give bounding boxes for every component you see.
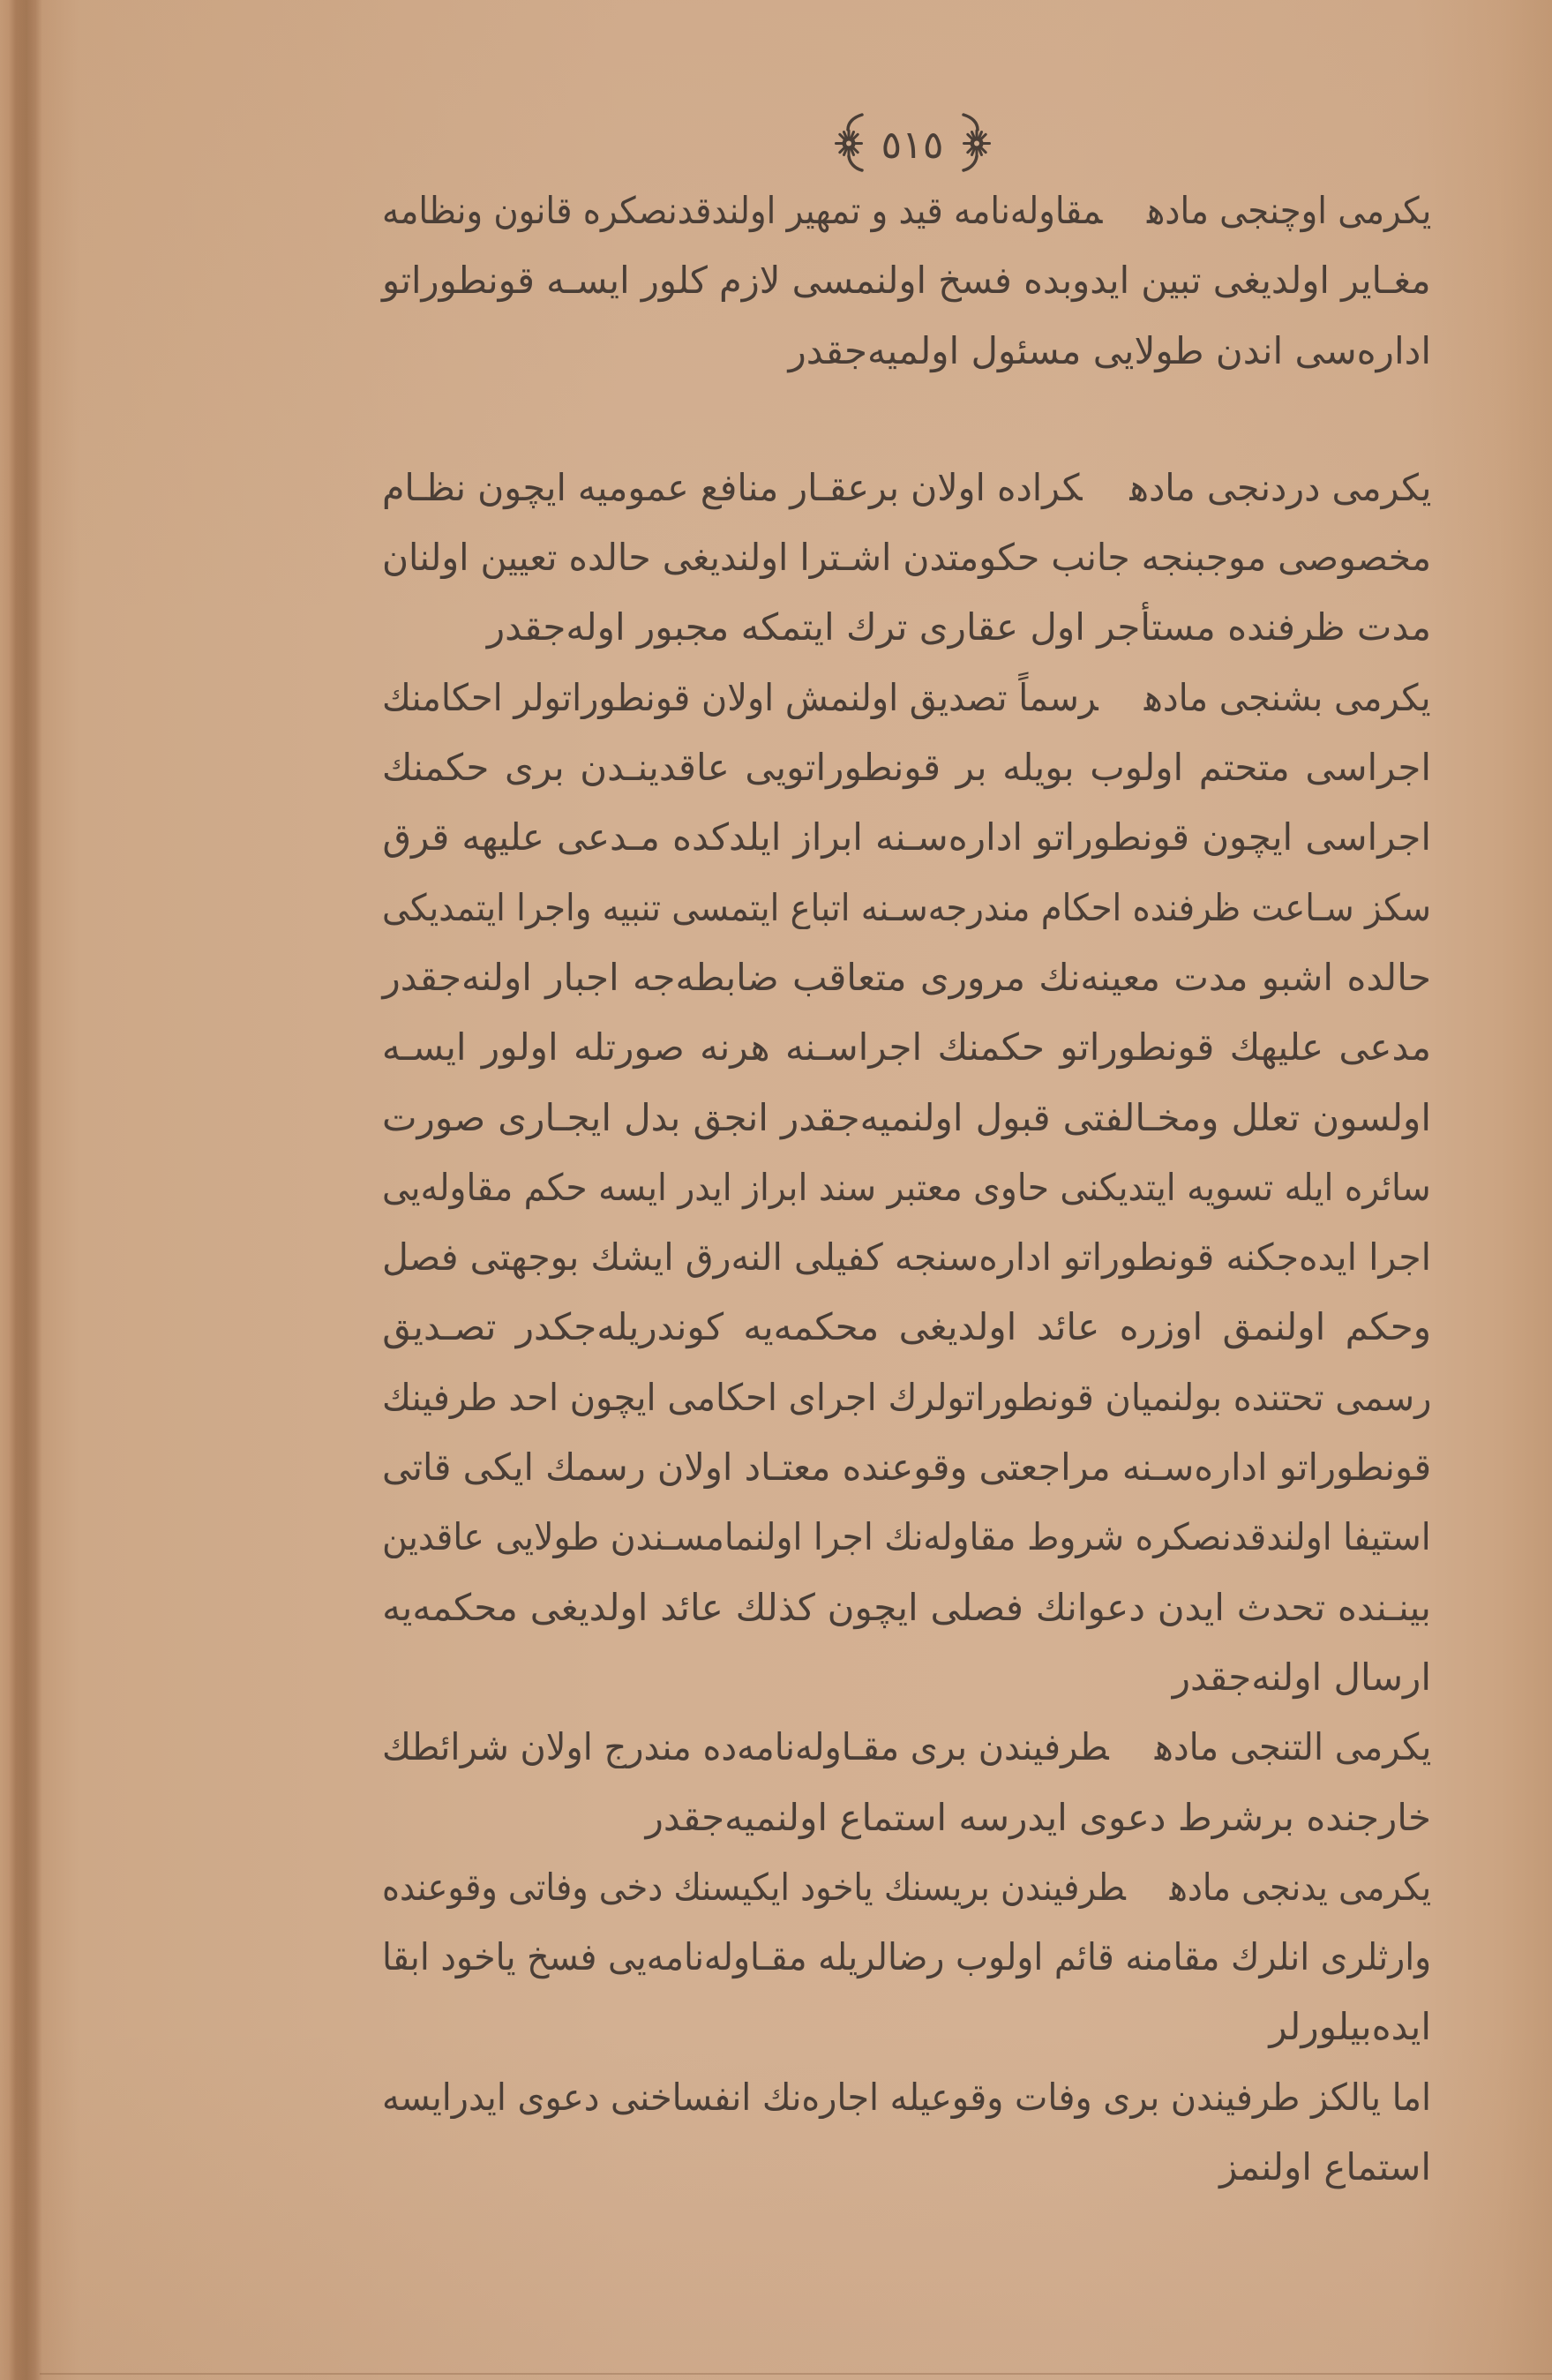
- line-content: [382, 245, 1431, 315]
- text-line: [382, 1222, 1431, 1292]
- page-number: ٥١٥: [881, 123, 944, 168]
- line-content: [382, 453, 1431, 522]
- line-text: قونطوراتو اداره‌سـنه مراجعتی وقوعنده معتـاد اولان رسمك ایکی قاتی: [381, 1445, 1431, 1490]
- text-line: [382, 1432, 1431, 1502]
- text-line: [382, 1852, 1431, 1922]
- article-25: [382, 663, 1431, 1712]
- text-line: [382, 1083, 1431, 1152]
- line-content: [646, 1783, 1431, 1852]
- text-line: [382, 1922, 1431, 1992]
- line-text: سکز سـاعت ظرفنده احکام مندرجه‌سـنه اتباع ایتمسی تنبیه واجرا ایتمدیکی: [382, 885, 1431, 929]
- line-text: رسمی تحتنده بولنمیان قونطوراتولرك اجرای احکامی ایچون احد طرفینك: [381, 1375, 1431, 1419]
- line-text: خارجنده برشرط دعوی ایدرسه استماع اولنمیه‌جقدر: [645, 1795, 1431, 1839]
- text-line: [382, 316, 1431, 386]
- text-line: [382, 2062, 1431, 2132]
- text-line: [382, 245, 1431, 315]
- body-text: [382, 176, 1431, 2202]
- text-line: [382, 663, 1431, 732]
- line-content: [382, 942, 1431, 1012]
- line-text: ارسال اولنه‌جقدر: [1172, 1655, 1431, 1699]
- line-text: طرفیندن بریسنك یاخود ایکیسنك دخی وفاتی وقوعنده: [381, 1865, 1126, 1909]
- line-content: [487, 592, 1431, 662]
- line-text: اداره‌سی اندن طولایی مسئول اولمیه‌جقدر: [788, 328, 1431, 372]
- line-text: ایده‌بیلورلر: [1269, 2005, 1431, 2049]
- line-text: سائره ایله تسویه ایتدیکنی حاوی معتبر سند ابراز ایدر ایسه حکم مقاوله‌یی: [382, 1165, 1431, 1209]
- line-text: رسماً تصدیق اولنمش اولان قونطوراتولر احکامنك: [382, 675, 1099, 719]
- text-line: [382, 802, 1431, 872]
- text-line: [382, 592, 1431, 662]
- line-content: [382, 1012, 1431, 1082]
- text-line: [382, 873, 1431, 942]
- line-content: [382, 663, 1431, 732]
- page-bottom-edge: [40, 2373, 1552, 2375]
- text-line: [382, 1783, 1431, 1852]
- text-line: [382, 1363, 1431, 1432]
- text-line: [382, 176, 1431, 245]
- line-content: [382, 873, 1431, 942]
- line-content: [1173, 1642, 1431, 1712]
- line-text: مدت ظرفنده مستأجر اول عقاری ترك ایتمکه مجبور اوله‌جقدر: [486, 605, 1431, 649]
- article-label: یکرمی یدنجی ماده: [1169, 1865, 1431, 1909]
- text-line: [382, 1992, 1431, 2061]
- text-line: [382, 522, 1431, 592]
- text-line: [382, 1292, 1431, 1362]
- line-content: [1269, 1992, 1431, 2061]
- line-text: وارثلری انلرك مقامنه قائم اولوب رضالریله مقـاوله‌نامه‌یی فسخ یاخود ابقا: [381, 1935, 1431, 1979]
- rosette-ornament-right-icon: [950, 110, 1003, 176]
- text-line: [382, 1012, 1431, 1082]
- line-content: [382, 1363, 1431, 1432]
- line-content: [382, 732, 1431, 802]
- line-text: مخصوصی موجبنجه جانب حکومتدن اشـترا اولندیغی حالده تعیین اولنان: [382, 536, 1431, 580]
- article-label: یکرمی دردنجی ماده: [1128, 465, 1431, 509]
- line-content: [1219, 2132, 1431, 2202]
- text-line: [382, 1642, 1431, 1712]
- line-content: [788, 316, 1431, 386]
- line-content: [382, 1083, 1431, 1152]
- line-text: حالده اشبو مدت معینه‌نك مروری متعاقب ضابطه‌جه اجبار اولنه‌جقدر: [382, 955, 1431, 999]
- line-text: مغـایر اولدیغی تبین ایدوبده فسخ اولنمسی لازم کلور ایسـه قونطوراتو: [382, 259, 1431, 303]
- line-content: [382, 1852, 1431, 1922]
- line-text: اجرا ایده‌جکنه قونطوراتو اداره‌سنجه کفیلی النه‌رق ایشك بوجهتی فصل: [381, 1235, 1431, 1280]
- article-label: یکرمی اوچنجی ماده: [1146, 189, 1431, 232]
- line-text: بینـنده تحدث ایدن دعوانك فصلی ایچون کذلك عائد اولدیغی محکمه‌یه: [382, 1585, 1431, 1629]
- line-content: [382, 802, 1431, 872]
- line-content: [382, 2062, 1431, 2132]
- text-line: [382, 1152, 1431, 1222]
- line-content: [382, 176, 1431, 245]
- line-text: اجراسی ایچون قونطوراتو اداره‌سـنه ابراز ایلدکده مـدعی علیهه قرق: [382, 815, 1431, 860]
- line-text: وحکم اولنمق اوزره عائد اولدیغی محکمه‌یه کوندریله‌جکدر تصـدیق: [382, 1305, 1431, 1349]
- text-line: [382, 732, 1431, 802]
- line-content: [382, 522, 1431, 592]
- text-line: [382, 453, 1431, 522]
- line-content: [382, 1502, 1431, 1572]
- line-text: اما یالکز طرفیندن بری وفات وقوعیله اجاره‌نك انفساخنی دعوی ایدرایسه: [381, 2075, 1431, 2119]
- line-text: طرفیندن بری مقـاوله‌نامه‌ده مندرج اولان شرائطك: [381, 1725, 1109, 1769]
- line-content: [382, 1922, 1431, 1992]
- line-content: [382, 1152, 1431, 1222]
- rosette-ornament-left-icon: [822, 110, 875, 176]
- line-content: [382, 1712, 1431, 1782]
- line-text: اجراسی متحتم اولوب بویله بر قونطوراتویی عاقدینـدن بری حکمنك: [381, 746, 1431, 790]
- article-24: [382, 453, 1431, 663]
- line-text: استماع اولنمز: [1219, 2145, 1431, 2189]
- article-26: [382, 1712, 1431, 1852]
- line-text: مقاوله‌نامه قید و تمهیر اولندقدنصکره قانون ونظامه: [381, 189, 1103, 232]
- article-23: [382, 176, 1431, 386]
- line-content: [382, 1432, 1431, 1502]
- article-label: یکرمی بشنجی ماده: [1144, 675, 1431, 719]
- text-line: [382, 2132, 1431, 2202]
- article-27: [382, 1852, 1431, 2062]
- text-line: [382, 942, 1431, 1012]
- article-27-continuation: [382, 2062, 1431, 2203]
- line-text: مدعی علیهك قونطوراتو حکمنك اجراسـنه هرنه صورتله اولور ایسـه: [381, 1025, 1431, 1070]
- text-line: [382, 1712, 1431, 1782]
- line-content: [382, 1222, 1431, 1292]
- text-line: [382, 1502, 1431, 1572]
- line-text: استیفا اولندقدنصکره شروط مقاوله‌نك اجرا اولنمامسـندن طولایی عاقدین: [382, 1515, 1431, 1559]
- line-content: [382, 1292, 1431, 1362]
- text-line: [382, 1573, 1431, 1642]
- line-text: کراده اولان برعقـار منافع عمومیه ایچون نظـام: [381, 465, 1083, 509]
- article-label: یکرمی التنجی ماده: [1154, 1725, 1431, 1769]
- line-text: اولسون تعلل ومخـالفتی قبول اولنمیه‌جقدر انجق بدل ایجـاری صورت: [382, 1095, 1431, 1139]
- line-content: [382, 1573, 1431, 1642]
